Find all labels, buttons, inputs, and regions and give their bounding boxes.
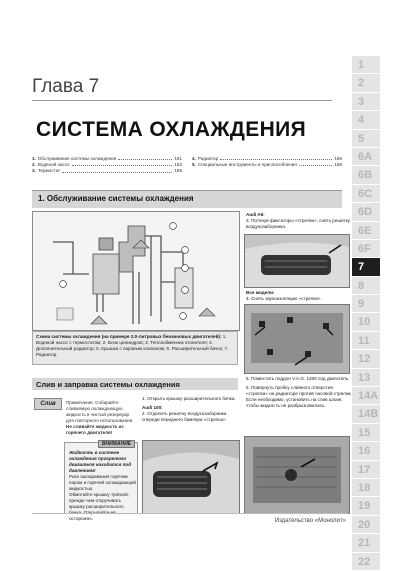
radiator-drain-drawing <box>245 437 349 513</box>
toc-leader <box>299 162 333 166</box>
chapter-tab-10[interactable]: 10 <box>352 313 380 331</box>
toc-page: 183 <box>174 162 182 168</box>
step-text: 3. Потянув фиксаторы «стрелки», снять решетку воздухозаборника. <box>246 218 350 229</box>
toc-leader <box>72 162 173 166</box>
chapter-tab-15[interactable]: 15 <box>352 424 380 442</box>
chapter-tab-21[interactable]: 21 <box>352 534 380 552</box>
publisher-footer: Издательство «Монолит» <box>274 518 346 524</box>
table-of-contents <box>32 154 342 180</box>
chapter-tabs <box>352 56 380 571</box>
sound-insulation-photo <box>244 304 350 374</box>
step-text: 6. Повернуть пробку сливного отверстия «стрелка» на радиаторе против часовой стрелки. Если необходимо, установить на слив шланг, чтобы жидкость не разбрызгивалась. <box>246 385 352 408</box>
step-text: 2. Отделить решетку воздухозаборника спереди переднего бампера «стрелка». <box>142 411 227 422</box>
toc-num: 5. <box>192 162 196 168</box>
chapter-tab-5[interactable]: 5 <box>352 130 380 148</box>
chapter-tab-6d[interactable]: 6D <box>352 203 380 221</box>
toc-item[interactable] <box>32 168 182 174</box>
chapter-tab-17[interactable]: 17 <box>352 461 380 479</box>
toc-leader <box>62 168 172 172</box>
note-text <box>66 400 138 436</box>
air-intake-photo <box>244 234 350 288</box>
steps-right-top <box>246 212 352 230</box>
toc-label: Радиатор <box>197 156 219 161</box>
steps-right-mid <box>246 290 352 302</box>
chapter-tab-20[interactable]: 20 <box>352 516 380 534</box>
warning-paragraph: Риск ошпаривания горячим паром и горячей охлаждающей жидкостью. <box>69 474 136 491</box>
chapter-tab-14b[interactable]: 14B <box>352 405 380 423</box>
toc-leader <box>118 156 172 160</box>
air-intake-drawing <box>245 235 349 287</box>
toc-item[interactable] <box>192 162 342 168</box>
diagram-caption <box>32 331 238 365</box>
page-title: СИСТЕМА ОХЛАЖДЕНИЯ <box>36 118 307 141</box>
model-label: Все модели: <box>246 290 275 295</box>
chapter-tab-6f[interactable]: 6F <box>352 240 380 258</box>
warning-box <box>64 441 138 521</box>
section-heading <box>32 190 342 208</box>
chapter-tab-3[interactable]: 3 <box>352 93 380 111</box>
toc-label: Водяной насос <box>37 162 70 168</box>
toc-right-column <box>192 156 342 168</box>
chapter-tab-18[interactable]: 18 <box>352 479 380 497</box>
toc-page: 186 <box>334 156 342 161</box>
toc-label: Специальные инструменты и приспособления <box>197 162 297 168</box>
subsection-heading <box>32 378 238 390</box>
chapter-tab-1[interactable]: 1 <box>352 56 380 74</box>
steps-right-bottom <box>246 376 352 409</box>
chapter-tab-16[interactable]: 16 <box>352 442 380 460</box>
chapter-tab-22[interactable]: 22 <box>352 553 380 571</box>
chapter-tab-11[interactable]: 11 <box>352 332 380 350</box>
toc-page: 188 <box>334 162 342 168</box>
radiator-drain-photo <box>244 436 350 514</box>
warning-label: ВНИМАНИЕ <box>98 440 135 448</box>
step-text: 1. Открыть крышку расширительного бачка. <box>142 396 236 401</box>
toc-num: 1. <box>32 156 36 161</box>
bumper-grille-drawing <box>143 441 239 513</box>
footer-rule <box>32 513 348 514</box>
chapter-tab-6b[interactable]: 6B <box>352 166 380 184</box>
chapter-tab-4[interactable]: 4 <box>352 111 380 129</box>
model-label: Audi 100: <box>142 405 163 410</box>
toc-page: 181 <box>174 156 182 161</box>
chapter-tab-7[interactable]: 7 <box>352 258 380 276</box>
step-text: 4. Снять звукоизоляцию «стрелки». <box>246 296 322 301</box>
chapter-tab-12[interactable]: 12 <box>352 350 380 368</box>
note-body: Примечание: Собирайте сливаемую охлаждающую жидкость в чистый резервуар для повторного использования. <box>66 400 134 423</box>
caption-body: 1. Водяной насос с термостатом; 2. Блок цилиндров; 3. Теплообменник отопителя; 4. Дополнительный радиатор; 5. Крышка с паровым клапаном; 6. Расширительный бачок; 7. Радиатор. <box>36 334 229 357</box>
warning-body <box>69 450 137 522</box>
chapter-rule <box>32 100 332 101</box>
toc-num: 4. <box>192 156 196 161</box>
chapter-tab-8[interactable]: 8 <box>352 277 380 295</box>
warning-paragraph: Жидкость в системе охлаждения прогретого двигателя находится под давлением! <box>69 450 132 473</box>
steps-middle <box>142 396 238 423</box>
drain-label: Слив <box>34 398 62 410</box>
caption-title: Схема системы охлаждения (на примере 2.0-литровых бензиновых двигателей): <box>36 334 222 339</box>
subsection-heading-text: Слив и заправка системы охлаждения <box>36 380 180 389</box>
toc-leader <box>220 156 332 160</box>
chapter-tab-2[interactable]: 2 <box>352 74 380 92</box>
chapter-tab-13[interactable]: 13 <box>352 369 380 387</box>
chapter-tab-6e[interactable]: 6E <box>352 222 380 240</box>
toc-label: Термостат <box>37 168 61 174</box>
step-text: 5. Поместить поддон V.A.G. 1306 под двигатель. <box>246 376 350 381</box>
chapter-tab-9[interactable]: 9 <box>352 295 380 313</box>
note-emphasis: Не сливайте жидкость из горячего двигателя! <box>66 424 124 435</box>
warning-paragraph: Обмотайте крышку тряпкой, прежде чем откручивать крышку расширительного осторожно. <box>69 492 129 521</box>
chapter-tab-6c[interactable]: 6C <box>352 185 380 203</box>
chapter-tab-6a[interactable]: 6A <box>352 148 380 166</box>
bumper-grille-photo <box>142 440 240 514</box>
toc-page: 185 <box>174 168 182 174</box>
chapter-tab-14a[interactable]: 14A <box>352 387 380 405</box>
toc-label: Обслуживание системы охлаждения <box>37 156 117 161</box>
chapter-label: Глава 7 <box>32 76 100 97</box>
sound-insulation-drawing <box>245 305 349 373</box>
toc-num: 2. <box>32 162 36 168</box>
chapter-tab-19[interactable]: 19 <box>352 497 380 515</box>
toc-left-column <box>32 156 182 175</box>
toc-num: 3. <box>32 168 36 174</box>
section-heading-text: 1. Обслуживание системы охлаждения <box>38 194 194 203</box>
cooling-system-diagram <box>32 211 240 331</box>
model-label: Audi A6: <box>246 212 265 217</box>
cooling-diagram-drawing <box>33 212 239 330</box>
